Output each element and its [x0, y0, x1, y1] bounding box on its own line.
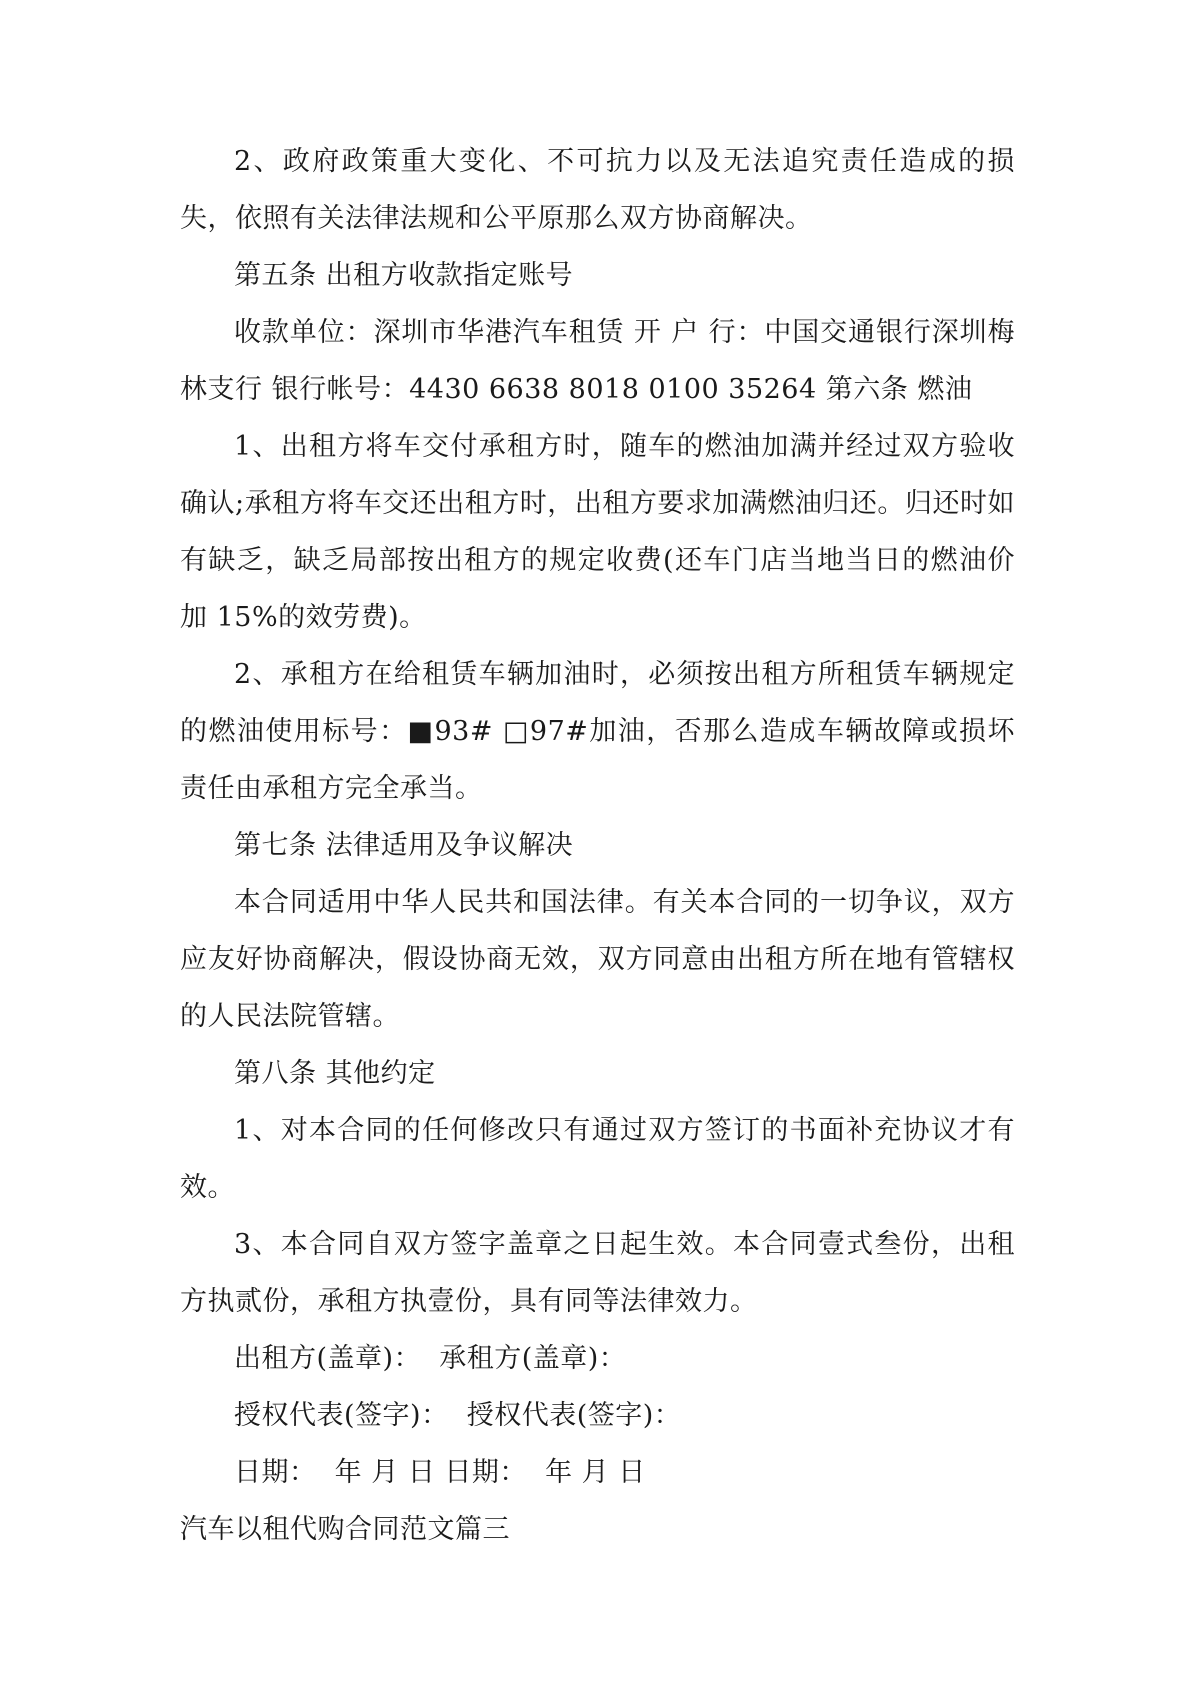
next-section-title: 汽车以租代购合同范文篇三	[180, 1514, 510, 1545]
article-8-heading: 第八条 其他约定	[234, 1058, 436, 1089]
article-5-heading: 第五条 出租方收款指定账号	[234, 260, 574, 291]
article-6-item-2: 2、承租方在给租赁车辆加油时，必须按出租方所租赁车辆规定的燃油使用标号：■93# □97#加油，否那么造成车辆故障或损坏责任由承租方完全承当。	[180, 659, 1015, 804]
article-8-item-1: 1、对本合同的任何修改只有通过双方签订的书面补充协议才有效。	[180, 1115, 1015, 1203]
signature-line: 授权代表(签字)： 授权代表(签字)：	[234, 1400, 682, 1431]
clause-4-item-2: 2、政府政策重大变化、不可抗力以及无法追究责任造成的损失，依照有关法律法规和公平原那么双方协商解决。	[180, 146, 1015, 234]
article-8-item-3: 3、本合同自双方签字盖章之日起生效。本合同壹式叁份，出租方执贰份，承租方执壹份，具有同等法律效力。	[180, 1229, 1015, 1317]
article-7-heading: 第七条 法律适用及争议解决	[234, 830, 574, 861]
article-6-item-1: 1、出租方将车交付承租方时，随车的燃油加满并经过双方验收确认;承租方将车交还出租方时，出租方要求加满燃油归还。归还时如有缺乏，缺乏局部按出租方的规定收费(还车门店当地当日的燃油价加 15%的效劳费)。	[180, 431, 1015, 633]
payee-account-info: 收款单位：深圳市华港汽车租赁 开 户 行：中国交通银行深圳梅林支行 银行帐号：4430 6638 8018 0100 35264 第六条 燃油	[180, 317, 1015, 405]
date-line: 日期： 年 月 日 日期： 年 月 日	[234, 1457, 646, 1488]
article-7-body: 本合同适用中华人民共和国法律。有关本合同的一切争议，双方应友好协商解决，假设协商无效，双方同意由出租方所在地有管辖权的人民法院管辖。	[180, 887, 1015, 1032]
contract-text	[180, 133, 1015, 1558]
seal-line: 出租方(盖章)： 承租方(盖章)：	[234, 1343, 627, 1374]
